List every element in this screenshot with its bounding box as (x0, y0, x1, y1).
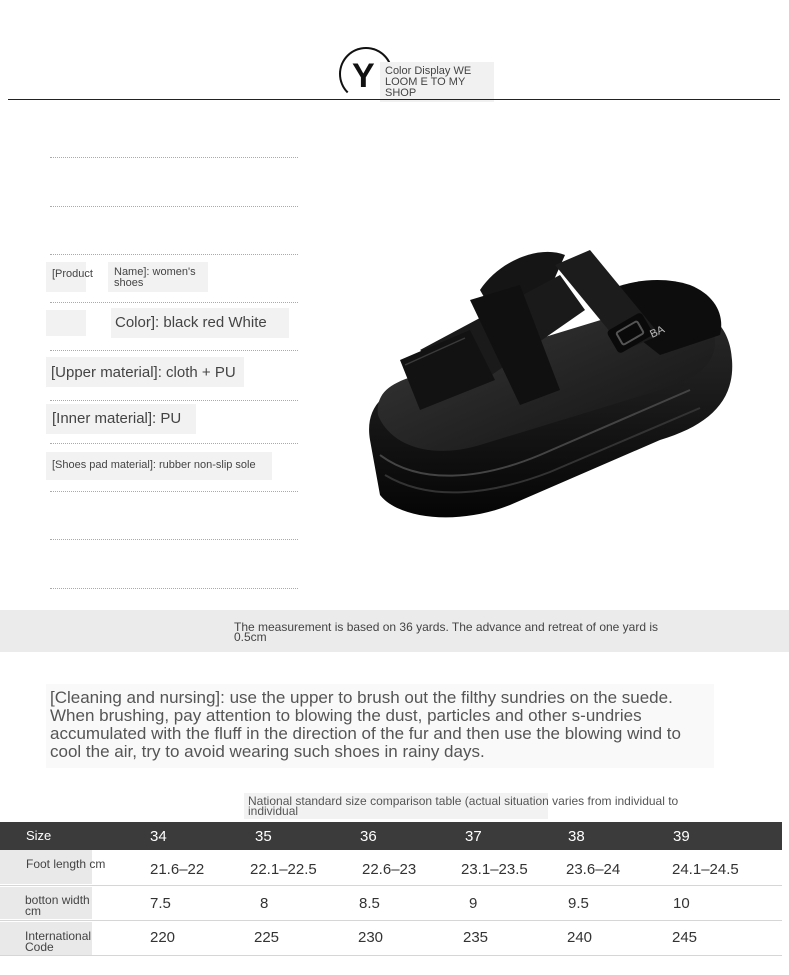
table-cell: 225 (254, 929, 280, 946)
cleaning-instructions: [Cleaning and nursing]: use the upper to brush out the filthy sundries on the suede. When brushing, pay attention to blowing the dust, particles and other s-undries accumulated with the fluff in the direction of the fur and then use the blowing wind to cool the air, try to avoid wearing such shoes in rainy days. (50, 688, 681, 761)
dotted-divider (50, 302, 298, 303)
table-cell: 8 (260, 895, 269, 912)
measurement-note: The measurement is based on 36 yards. The advance and retreat of one yard is 0.5cm (234, 620, 659, 644)
label-bg (46, 310, 86, 336)
table-cell: 23.1–23.5 (461, 861, 528, 878)
table-cell: 22.6–23 (362, 861, 417, 878)
header-cell: 34 (150, 828, 167, 845)
upper-material-info: [Upper material]: cloth + PU (51, 364, 236, 381)
row-divider (0, 955, 782, 956)
table-cell: 23.6–24 (566, 861, 621, 878)
sandal-product-image (360, 240, 740, 530)
header-cell: 38 (568, 828, 585, 845)
dotted-divider (50, 443, 298, 444)
dotted-divider (50, 491, 298, 492)
header-cell: 37 (465, 828, 482, 845)
table-cell: 230 (358, 929, 384, 946)
table-cell: 7.5 (150, 895, 171, 912)
inner-material-info: [Inner material]: PU (52, 410, 182, 427)
table-cell: 235 (463, 929, 489, 946)
dotted-divider (50, 588, 298, 589)
brand-print: BA (648, 323, 667, 341)
header-cell: 36 (360, 828, 377, 845)
table-cell: 9.5 (568, 895, 589, 912)
product-name-label: [Product (52, 268, 93, 280)
row-label-international-code: International Code (25, 929, 92, 954)
table-cell: 240 (567, 929, 593, 946)
header-cell: 39 (673, 828, 690, 845)
table-cell: 21.6–22 (150, 861, 205, 878)
header-cell-size: Size (26, 828, 52, 843)
table-cell: 22.1–22.5 (250, 861, 317, 878)
dotted-divider (50, 206, 298, 207)
table-cell: 245 (672, 929, 698, 946)
header-divider (8, 99, 780, 100)
table-cell: 10 (673, 895, 690, 912)
pad-material-info: [Shoes pad material]: rubber non-slip sole (52, 459, 256, 471)
product-name-value: Name]: women's shoes (114, 266, 196, 289)
dotted-divider (50, 400, 298, 401)
dotted-divider (50, 539, 298, 540)
size-table-header (0, 822, 782, 850)
table-cell: 220 (150, 929, 176, 946)
table-cell: 9 (469, 895, 478, 912)
header-text: Color Display WE LOOM E TO MY SHOP (385, 65, 472, 99)
row-label-bottom-width: botton width cm (25, 893, 90, 918)
row-divider (0, 885, 782, 886)
logo-letter: Y (352, 57, 375, 95)
dotted-divider (50, 350, 298, 351)
header-cell: 35 (255, 828, 272, 845)
color-info: Color]: black red White (115, 314, 267, 331)
table-cell: 8.5 (359, 895, 380, 912)
dotted-divider (50, 254, 298, 255)
row-divider (0, 920, 782, 921)
row-label-foot-length: Foot length cm (26, 857, 106, 871)
table-cell: 24.1–24.5 (672, 861, 739, 878)
size-table-title: National standard size comparison table (actual situation varies from individual to individual (248, 794, 679, 818)
dotted-divider (50, 157, 298, 158)
